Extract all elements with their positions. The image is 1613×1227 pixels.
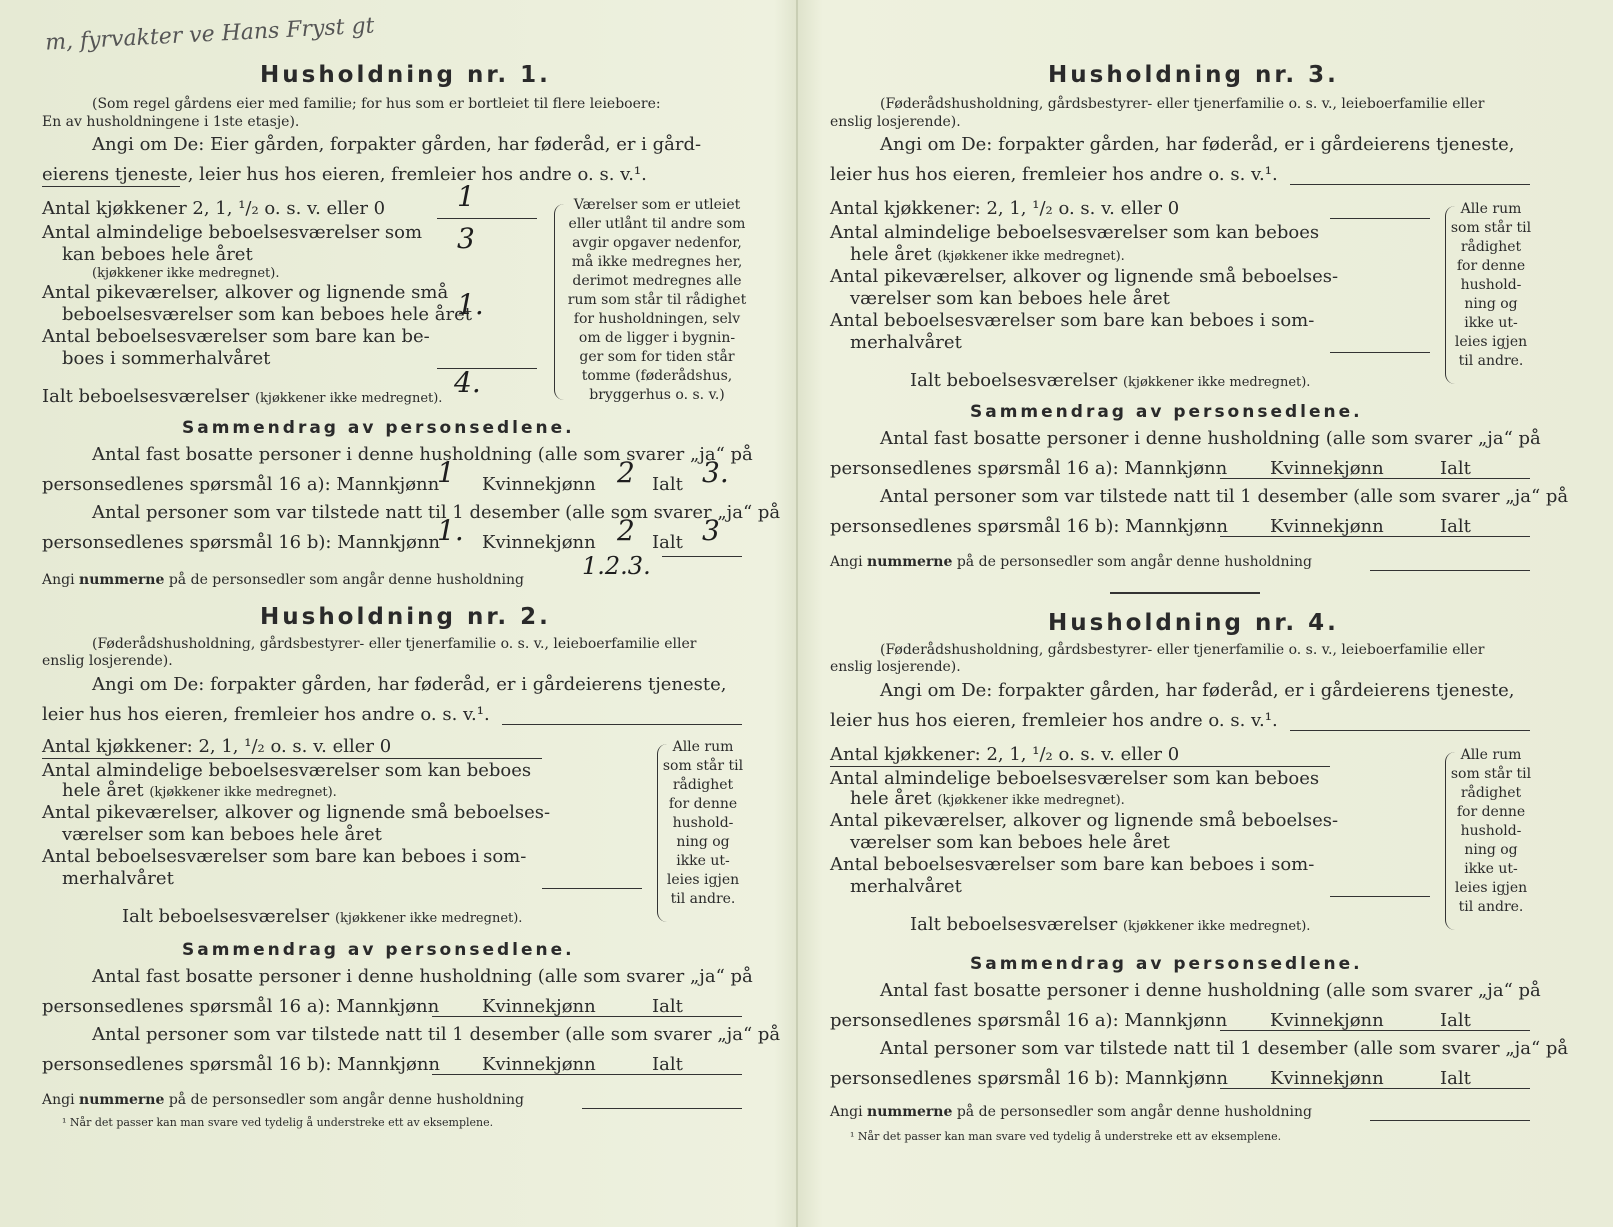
h4-row-total <box>910 914 1310 935</box>
h1-title: Husholdning nr. 1. <box>260 62 551 88</box>
h1-sum-4 <box>42 532 440 553</box>
h4-row-rooms-b <box>850 788 1125 809</box>
h3-note-line: ikke ut- <box>1464 315 1518 331</box>
h4-note-line: ning og <box>1464 842 1518 858</box>
h2-angi-2: leier hus hos eieren, fremleier hos andre o. s. v.¹. <box>42 704 490 725</box>
h2-line-1 <box>42 758 542 759</box>
h1-row-rooms-a: Antal almindelige beboelsesværelser som <box>42 222 423 243</box>
h1-numbers: 1.2.3. <box>582 552 651 580</box>
h3-row-kitchens: Antal kjøkkener: 2, 1, ¹/₂ o. s. v. eller 0 <box>830 198 1180 219</box>
h3-line-a <box>1220 478 1530 479</box>
h3-line-1 <box>1330 218 1430 219</box>
h1-a-female: 2 <box>617 456 635 489</box>
h3-sum-4 <box>830 516 1228 537</box>
h1-b-male: 1. <box>437 514 464 547</box>
h1-note <box>562 196 752 405</box>
h4-angi-num <box>830 1104 1312 1120</box>
h3-sum-1: Antal fast bosatte personer i denne husholdning (alle som svarer „ja“ på <box>880 428 1541 449</box>
h2-row-kitchens: Antal kjøkkener: 2, 1, ¹/₂ o. s. v. eller 0 <box>42 736 392 757</box>
h4-total-sub: (kjøkkener ikke medregnet). <box>1122 919 1311 934</box>
h4-angi-rest: på de personsedler som angår denne husholdning <box>956 1104 1312 1120</box>
h1-note-line: avgir opgaver nedenfor, <box>572 235 742 251</box>
h1-intro-1: (Som regel gårdens eier med familie; for hus som er bortleiet til flere leieboere: <box>92 96 661 112</box>
h3-row-summer-a: Antal beboelsesværelser som bare kan beboes i som- <box>830 310 1315 331</box>
h1-row-summer-a: Antal beboelsesværelser som bare kan be- <box>42 326 430 347</box>
h2-line-b <box>432 1074 742 1075</box>
h3-line-b <box>1220 536 1530 537</box>
h3-ialt-a: Ialt <box>1440 458 1471 479</box>
h1-line-3 <box>662 556 742 557</box>
h1-row-rooms-b: kan beboes hele året <box>62 244 253 265</box>
h2-line-2 <box>542 888 642 889</box>
page-fold <box>796 0 798 1227</box>
h1-note-line: derimot medregnes alle <box>572 273 742 289</box>
h3-kv-a: Kvinnekjønn <box>1270 458 1384 479</box>
h2-sum-3: Antal personer som var tilstede natt til 1 desember (alle som svarer „ja“ på <box>92 1024 781 1045</box>
h4-sum-4-label: personsedlenes spørsmål 16 b): Mannkjønn <box>830 1068 1229 1089</box>
h2-note-line: leies igjen <box>666 872 740 888</box>
h4-row-rooms-a: Antal almindelige beboelsesværelser som kan beboes <box>830 768 1320 789</box>
h2-note <box>662 738 744 909</box>
h3-note-line: som står til <box>1450 220 1532 236</box>
h3-line-c <box>1370 570 1530 571</box>
h3-row-rooms-b <box>850 244 1125 265</box>
h2-angi-num <box>42 1092 524 1108</box>
h1-value-kitchens: 1 <box>457 180 475 213</box>
h4-title: Husholdning nr. 4. <box>1048 610 1339 636</box>
h4-note-line: Alle rum <box>1460 747 1522 763</box>
h3-intro-1: (Føderådshusholdning, gårdsbestyrer- eller tjenerfamilie o. s. v., leieboerfamilie eller <box>880 96 1485 112</box>
h3-row-total <box>910 370 1310 391</box>
h3-kv-b: Kvinnekjønn <box>1270 516 1384 537</box>
h1-sum-2 <box>42 474 439 495</box>
h4-ialt-b: Ialt <box>1440 1068 1471 1089</box>
h1-sum-1: Antal fast bosatte personer i denne husholdning (alle som svarer „ja“ på <box>92 444 753 465</box>
h1-note-line: rum som står til rådighet <box>567 292 747 308</box>
h4-total-label: Ialt beboelsesværelser <box>910 914 1118 935</box>
h1-angi-num <box>42 572 524 588</box>
h1-note-line: Værelser som er utleiet <box>573 197 741 213</box>
h1-line-2 <box>437 368 537 369</box>
h2-kv-b: Kvinnekjønn <box>482 1054 596 1075</box>
h4-note-line: rådighet <box>1460 785 1522 801</box>
h4-note-line: som står til <box>1450 766 1532 782</box>
h2-sum-4-label: personsedlenes spørsmål 16 b): Mannkjønn <box>42 1054 441 1075</box>
h1-angi-rest: på de personsedler som angår denne husholdning <box>168 572 524 588</box>
h2-row-small-a: Antal pikeværelser, alkover og lignende små beboelses- <box>42 802 551 823</box>
h2-total-sub: (kjøkkener ikke medregnet). <box>334 911 523 926</box>
h3-angi-word: Angi <box>830 554 863 570</box>
h4-sum-4 <box>830 1068 1228 1089</box>
h3-note-line: hushold- <box>1460 277 1522 293</box>
h4-rooms-b-label: hele året <box>850 788 932 809</box>
h2-line-a <box>432 1016 742 1017</box>
h2-intro-2: enslig losjerende). <box>42 653 173 669</box>
h1-note-line: tomme (føderådshus, <box>581 368 733 384</box>
h4-row-small-a: Antal pikeværelser, alkover og lignende små beboelses- <box>830 810 1339 831</box>
h2-intro-1: (Føderådshusholdning, gårdsbestyrer- eller tjenerfamilie o. s. v., leieboerfamilie eller <box>92 636 697 652</box>
h4-line-angi <box>1290 730 1530 731</box>
h3-nummerne: nummerne <box>867 554 953 570</box>
h2-row-total <box>122 906 522 927</box>
h4-note <box>1450 746 1532 917</box>
h2-note-line: ning og <box>676 834 730 850</box>
h3-angi-2: leier hus hos eieren, fremleier hos andre o. s. v.¹. <box>830 164 1278 185</box>
h1-nummerne: nummerne <box>79 572 165 588</box>
h3-angi-num <box>830 554 1312 570</box>
h4-rooms-c-label: (kjøkkener ikke medregnet). <box>937 793 1125 808</box>
h3-sum-4-label: personsedlenes spørsmål 16 b): Mannkjønn <box>830 516 1229 537</box>
h3-note-line: for denne <box>1456 258 1526 274</box>
h3-ialt-b: Ialt <box>1440 516 1471 537</box>
h1-sum-3: Antal personer som var tilstede natt til 1 desember (alle som svarer „ja“ på <box>92 502 781 523</box>
h1-row-summer-b: boes i sommerhalvåret <box>62 348 271 369</box>
section-divider <box>1110 592 1260 594</box>
h2-note-line: for denne <box>668 796 738 812</box>
h1-note-line: må ikke medregnes her, <box>571 254 743 270</box>
h1-underline <box>42 186 180 187</box>
h2-angi-word: Angi <box>42 1092 75 1108</box>
h2-title: Husholdning nr. 2. <box>260 604 551 630</box>
handwritten-scribble: m, fyrvakter ve Hans Fryst gt <box>44 13 376 56</box>
h2-ialt-a: Ialt <box>652 996 683 1017</box>
h1-row-total <box>42 386 442 407</box>
h2-angi-rest: på de personsedler som angår denne husholdning <box>168 1092 524 1108</box>
h1-line-1 <box>437 218 537 219</box>
h4-row-summer-b: merhalvåret <box>850 876 962 897</box>
h1-note-line: ger som for tiden står <box>579 349 735 365</box>
h3-total-label: Ialt beboelsesværelser <box>910 370 1118 391</box>
h2-row-summer-b: merhalvåret <box>62 868 174 889</box>
h4-line-2 <box>1330 896 1430 897</box>
h4-line-a <box>1220 1030 1530 1031</box>
h3-rooms-c-label: (kjøkkener ikke medregnet). <box>937 249 1125 264</box>
h4-footnote: ¹ Når det passer kan man svare ved tydelig å understreke ett av eksemplene. <box>850 1130 1282 1143</box>
h1-angi-word: Angi <box>42 572 75 588</box>
h4-note-line: for denne <box>1456 804 1526 820</box>
h4-kv-b: Kvinnekjønn <box>1270 1068 1384 1089</box>
h4-note-line: hushold- <box>1460 823 1522 839</box>
h4-angi-word: Angi <box>830 1104 863 1120</box>
h4-intro-2: enslig losjerende). <box>830 659 961 675</box>
h1-total-sub: (kjøkkener ikke medregnet). <box>254 391 443 406</box>
h2-note-line: Alle rum <box>672 739 734 755</box>
h1-note-line: om de ligger i bygnin- <box>578 330 736 346</box>
h4-row-small-b: værelser som kan beboes hele året <box>850 832 1170 853</box>
h2-note-line: til andre. <box>670 891 736 907</box>
h1-ialt-label-a: Ialt <box>652 474 683 495</box>
h3-intro-2: enslig losjerende). <box>830 114 961 130</box>
h4-note-line: leies igjen <box>1454 880 1528 896</box>
h1-value-total: 4. <box>454 366 481 399</box>
h1-value-rooms: 3 <box>457 222 475 255</box>
h4-intro-1: (Føderådshusholdning, gårdsbestyrer- eller tjenerfamilie o. s. v., leieboerfamilie eller <box>880 642 1485 658</box>
h2-footnote: ¹ Når det passer kan man svare ved tydelig å understreke ett av eksemplene. <box>62 1116 494 1129</box>
h2-rooms-b-label: hele året <box>62 780 144 801</box>
h1-angi-2: eierens tjeneste, leier hus hos eieren, fremleier hos andre o. s. v.¹. <box>42 164 647 185</box>
h3-note-line: Alle rum <box>1460 201 1522 217</box>
h3-note-line: leies igjen <box>1454 334 1528 350</box>
h1-total-label: Ialt beboelsesværelser <box>42 386 250 407</box>
h2-summary-title: Sammendrag av personsedlene. <box>182 940 575 960</box>
h1-row-small-a: Antal pikeværelser, alkover og lignende små <box>42 282 449 303</box>
h3-line-angi <box>1290 184 1530 185</box>
h3-note <box>1450 200 1532 371</box>
h3-note-line: rådighet <box>1460 239 1522 255</box>
h1-note-line: eller utlånt til andre som <box>568 216 746 232</box>
h2-nummerne: nummerne <box>79 1092 165 1108</box>
h3-sum-3: Antal personer som var tilstede natt til 1 desember (alle som svarer „ja“ på <box>880 486 1569 507</box>
h2-rooms-c-label: (kjøkkener ikke medregnet). <box>149 785 337 800</box>
h1-row-rooms-c: (kjøkkener ikke medregnet). <box>92 266 280 281</box>
h1-value-small: 1. <box>457 288 484 321</box>
h1-intro-2: En av husholdningene i 1ste etasje). <box>42 114 300 130</box>
h4-sum-3: Antal personer som var tilstede natt til 1 desember (alle som svarer „ja“ på <box>880 1038 1569 1059</box>
h2-sum-2-label: personsedlenes spørsmål 16 a): Mannkjønn <box>42 996 440 1017</box>
h2-sum-2 <box>42 996 439 1017</box>
h1-note-line: bryggerhus o. s. v.) <box>589 387 725 403</box>
h4-summary-title: Sammendrag av personsedlene. <box>970 954 1363 974</box>
h1-a-total: 3. <box>702 456 729 489</box>
h2-note-line: ikke ut- <box>676 853 730 869</box>
h2-line-angi <box>502 724 742 725</box>
h1-b-female: 2 <box>617 514 635 547</box>
h3-row-summer-b: merhalvåret <box>850 332 962 353</box>
h4-line-b <box>1220 1088 1530 1089</box>
h2-row-small-b: værelser som kan beboes hele året <box>62 824 382 845</box>
h4-sum-2-label: personsedlenes spørsmål 16 a): Mannkjønn <box>830 1010 1228 1031</box>
h2-kv-a: Kvinnekjønn <box>482 996 596 1017</box>
h2-sum-4 <box>42 1054 440 1075</box>
h4-kv-a: Kvinnekjønn <box>1270 1010 1384 1031</box>
h4-sum-1: Antal fast bosatte personer i denne husholdning (alle som svarer „ja“ på <box>880 980 1541 1001</box>
h2-row-rooms-a: Antal almindelige beboelsesværelser som kan beboes <box>42 760 532 781</box>
h4-ialt-a: Ialt <box>1440 1010 1471 1031</box>
h1-summary-title: Sammendrag av personsedlene. <box>182 418 575 438</box>
h1-sum-2-label: personsedlenes spørsmål 16 a): Mannkjønn <box>42 474 440 495</box>
h3-title: Husholdning nr. 3. <box>1048 62 1339 88</box>
h3-angi-1: Angi om De: forpakter gården, har føderåd, er i gårdeierens tjeneste, <box>880 134 1515 155</box>
h4-note-line: ikke ut- <box>1464 861 1518 877</box>
h1-b-total: 3 <box>702 514 720 547</box>
h1-kv-label-a: Kvinnekjønn <box>482 474 596 495</box>
h2-angi-1: Angi om De: forpakter gården, har føderåd, er i gårdeierens tjeneste, <box>92 674 727 695</box>
h1-ialt-label-b: Ialt <box>652 532 683 553</box>
h2-note-line: rådighet <box>672 777 734 793</box>
h2-line-c <box>582 1108 742 1109</box>
h4-line-1 <box>830 766 1330 767</box>
h3-line-2 <box>1330 352 1430 353</box>
h1-a-male: 1 <box>437 456 455 489</box>
h2-total-label: Ialt beboelsesværelser <box>122 906 330 927</box>
h3-rooms-b-label: hele året <box>850 244 932 265</box>
h2-row-summer-a: Antal beboelsesværelser som bare kan beboes i som- <box>42 846 527 867</box>
h1-row-small-b: beboelsesværelser som kan beboes hele året <box>62 304 472 325</box>
h4-angi-1: Angi om De: forpakter gården, har føderåd, er i gårdeierens tjeneste, <box>880 680 1515 701</box>
h2-note-line: som står til <box>662 758 744 774</box>
h4-angi-2: leier hus hos eieren, fremleier hos andre o. s. v.¹. <box>830 710 1278 731</box>
h2-sum-1: Antal fast bosatte personer i denne husholdning (alle som svarer „ja“ på <box>92 966 753 987</box>
h2-note-line: hushold- <box>672 815 734 831</box>
h1-note-line: for husholdningen, selv <box>573 311 741 327</box>
h4-nummerne: nummerne <box>867 1104 953 1120</box>
h3-row-rooms-a: Antal almindelige beboelsesværelser som kan beboes <box>830 222 1320 243</box>
h4-sum-2 <box>830 1010 1227 1031</box>
h2-row-rooms-b <box>62 780 337 801</box>
h3-note-line: til andre. <box>1458 353 1524 369</box>
h3-note-line: ning og <box>1464 296 1518 312</box>
h3-summary-title: Sammendrag av personsedlene. <box>970 402 1363 422</box>
h1-row-kitchens: Antal kjøkkener 2, 1, ¹/₂ o. s. v. eller 0 <box>42 198 386 219</box>
h4-row-kitchens: Antal kjøkkener: 2, 1, ¹/₂ o. s. v. eller 0 <box>830 744 1180 765</box>
h4-row-summer-a: Antal beboelsesværelser som bare kan beboes i som- <box>830 854 1315 875</box>
h1-angi-1: Angi om De: Eier gården, forpakter gården, har føderåd, er i gård- <box>92 134 702 155</box>
h1-kv-label-b: Kvinnekjønn <box>482 532 596 553</box>
h3-total-sub: (kjøkkener ikke medregnet). <box>1122 375 1311 390</box>
h4-note-line: til andre. <box>1458 899 1524 915</box>
h1-sum-4-label: personsedlenes spørsmål 16 b): Mannkjønn <box>42 532 441 553</box>
h2-ialt-b: Ialt <box>652 1054 683 1075</box>
h3-angi-rest: på de personsedler som angår denne husholdning <box>956 554 1312 570</box>
h3-row-small-b: værelser som kan beboes hele året <box>850 288 1170 309</box>
h3-row-small-a: Antal pikeværelser, alkover og lignende små beboelses- <box>830 266 1339 287</box>
h3-sum-2 <box>830 458 1227 479</box>
h4-line-c <box>1370 1120 1530 1121</box>
h3-sum-2-label: personsedlenes spørsmål 16 a): Mannkjønn <box>830 458 1228 479</box>
